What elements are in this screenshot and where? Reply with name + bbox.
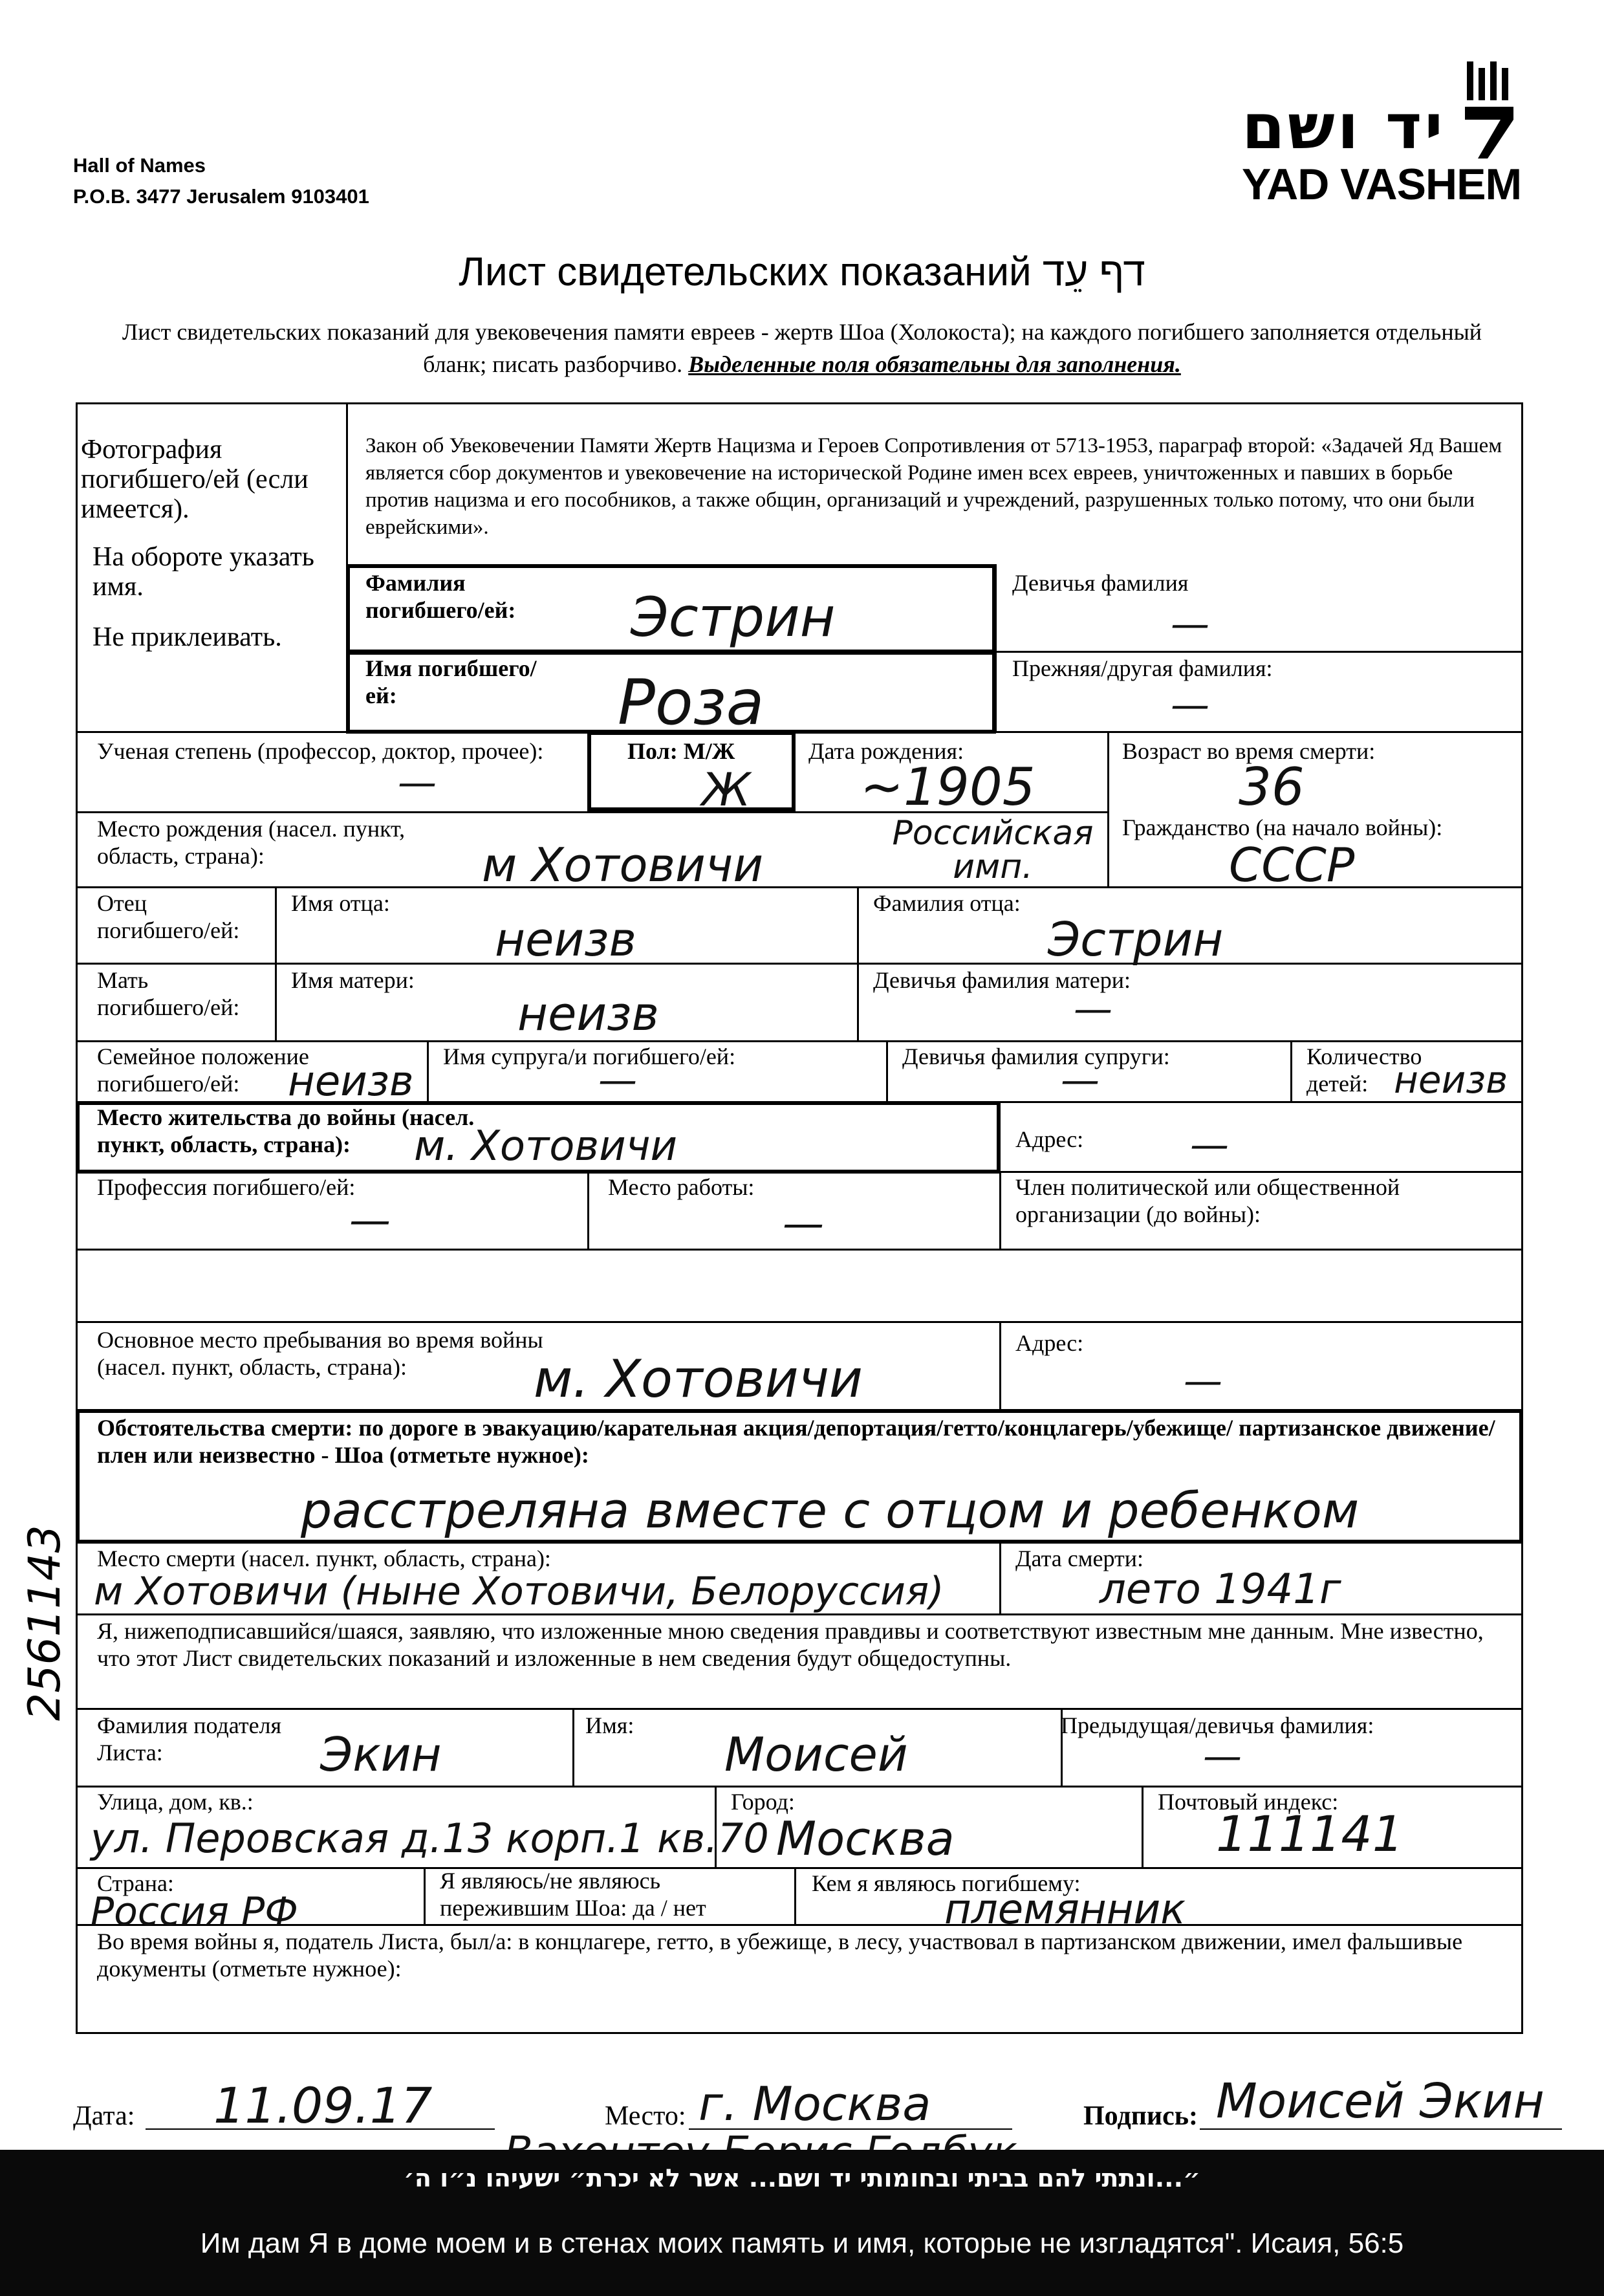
workplace-value[interactable]: — <box>783 1200 824 1248</box>
mother-name-label: Имя матери: <box>291 967 415 993</box>
spouse-maiden-value[interactable]: — <box>1061 1058 1100 1103</box>
death-place-value[interactable]: м Хотовичи (ныне Хотовичи, Белоруссия) <box>94 1569 944 1614</box>
wartime-address-value[interactable]: — <box>1184 1359 1222 1404</box>
children-label: Количество детей: <box>1306 1044 1422 1097</box>
marital-value[interactable]: неизв <box>288 1058 414 1106</box>
birthplace-label: Место рождения (насел. пункт, область, страна): <box>97 816 406 869</box>
first-name-value[interactable]: Роза <box>618 666 764 739</box>
logo-english: YAD VASHEM <box>1242 160 1522 209</box>
citizenship-label: Гражданство (на начало войны): <box>1122 815 1443 840</box>
degree-value[interactable]: — <box>398 760 437 805</box>
surname-value[interactable]: Эстрин <box>631 585 836 649</box>
relation-label: Кем я являюсь погибшему: <box>812 1870 1081 1896</box>
country-value[interactable]: Россия РФ <box>91 1889 298 1934</box>
city-label: Город: <box>731 1789 795 1815</box>
mother-maiden-label: Девичья фамилия матери: <box>873 967 1131 993</box>
maiden-label: Девичья фамилия <box>1012 570 1189 596</box>
birth-date-label: Дата рождения: <box>808 738 964 764</box>
wartime-submitter-label: Во время войны я, податель Листа, был/а: в концлагере, гетто, в убежище, в лесу, участвовал в партизанском движении, имел фальшивые документы (отметьте нужное): <box>97 1929 1463 1982</box>
death-date-value[interactable]: лето 1941г <box>1100 1566 1341 1613</box>
submitter-prev-label: Предыдущая/девичья фамилия: <box>1061 1712 1374 1738</box>
profession-value[interactable]: — <box>349 1197 391 1245</box>
intro-emphasis: Выделенные поля обязательны для заполнения. <box>688 351 1181 377</box>
wartime-address-label: Адрес: <box>1015 1330 1084 1356</box>
maiden-value[interactable]: — <box>1171 602 1209 647</box>
member-label: Член политической или общественной организации (до войны): <box>1015 1174 1400 1227</box>
logo-hebrew: יד ושם <box>1242 91 1446 163</box>
postcode-value[interactable]: 111141 <box>1216 1805 1404 1863</box>
father-name-value[interactable]: неизв <box>495 912 636 967</box>
country-label: Страна: <box>97 1870 174 1896</box>
circumstances-label: Обстоятельства смерти: по дороге в эвакуацию/карательная акция/депортация/гетто/концлагерь/убежище/ партизанское движение/плен или неизвестно - Шоа (отметьте нужное): <box>97 1415 1495 1468</box>
photo-note-noglue: Не приклеивать. <box>92 622 282 652</box>
footer-hebrew: ״...ונתתי להם בביתי ובחומותי יד ושם... אשר לא יכרת״ ישעיהו נ״ו ה׳ <box>403 2164 1201 2192</box>
birthplace-value[interactable]: м Хотовичи <box>482 838 764 892</box>
date-label: Дата: <box>73 2101 135 2131</box>
age-value[interactable]: 36 <box>1239 757 1305 817</box>
side-number: 2561143 <box>19 1525 70 1721</box>
submitter-surname-value[interactable]: Экин <box>320 1727 442 1782</box>
submitter-name-label: Имя: <box>585 1712 634 1738</box>
office-address <box>73 150 369 212</box>
death-place-label: Место смерти (насел. пункт, область, страна): <box>97 1546 551 1571</box>
spouse-name-label: Имя супруга/и погибшего/ей: <box>443 1044 736 1069</box>
degree-label: Ученая степень (профессор, доктор, прочее): <box>97 738 544 764</box>
spouse-name-value[interactable]: — <box>598 1058 637 1103</box>
page-title: Лист свидетельских показаний דף עֵד <box>459 250 1145 294</box>
prewar-address-label: Адрес: <box>1015 1126 1084 1152</box>
flame-logo-icon <box>1462 61 1517 159</box>
survivor-label: Я являюсь/не являюсь пережившим Шоа: да / нет <box>440 1868 706 1921</box>
signature-value[interactable]: Моисей Экин <box>1216 2073 1544 2129</box>
signature-label: Подпись: <box>1083 2101 1198 2131</box>
father-surname-value[interactable]: Эстрин <box>1048 912 1224 967</box>
footer-banner <box>0 2150 1604 2296</box>
declaration-text: Я, нижеподписавшийся/шаяся, заявляю, что изложенные мною сведения правдивы и соответствуют известным мне данным. Мне известно, что этот Лист свидетельских показаний и изложенные в нем сведения будут общедоступны. <box>97 1618 1484 1671</box>
photo-caption: Фотография погибшего/ей (если имеется). <box>81 435 309 524</box>
birthplace-country-value[interactable]: Российская имп. <box>892 814 1094 886</box>
po-box: P.O.B. 3477 Jerusalem 9103401 <box>73 185 369 208</box>
law-text: Закон об Увековечении Памяти Жертв Нацизма и Героев Сопротивления от 5713-1953, параграф второй: «Задачей Яд Вашем является сбор документов и увековечение на исторической Родине имен всех евреев, уничтоженных и павших в борьбе против нацизма и его пособников, а также общин, организаций и учреждений, разрушенных только потому, что они были еврейскими». <box>365 434 1502 539</box>
place-label: Место: <box>605 2101 686 2131</box>
photo-note-name: На обороте указать имя. <box>92 542 314 602</box>
citizenship-value[interactable]: СССР <box>1229 838 1355 892</box>
death-date-label: Дата смерти: <box>1015 1546 1144 1571</box>
street-value[interactable]: ул. Перовская д.13 корп.1 кв.70 <box>91 1815 769 1862</box>
mother-maiden-value[interactable]: — <box>1074 987 1112 1032</box>
wartime-place-label: Основное место пребывания во время войны (насел. пункт, область, страна): <box>97 1327 543 1380</box>
age-label: Возраст во время смерти: <box>1122 738 1376 764</box>
circumstances-value[interactable]: расстреляна вместе с отцом и ребенком <box>301 1481 1360 1539</box>
footer-russian: Им дам Я в доме моем и в стенах моих память и имя, которые не изгладятся". Исаия, 56:5 <box>200 2227 1404 2259</box>
wartime-place-value[interactable]: м. Хотовичи <box>534 1349 863 1409</box>
gender-value[interactable]: Ж <box>702 763 751 816</box>
relation-value[interactable]: племянник <box>944 1886 1186 1934</box>
father-label: Отец погибшего/ей: <box>97 890 240 943</box>
postcode-label: Почтовый индекс: <box>1158 1789 1339 1815</box>
submitter-surname-label: Фамилия подателя Листа: <box>97 1712 282 1766</box>
place-value[interactable]: г. Москва <box>699 2077 931 2131</box>
workplace-label: Место работы: <box>608 1174 755 1200</box>
surname-label: Фамилия погибшего/ей: <box>365 570 516 623</box>
prewar-residence-label: Место жительства до войны (насел. пункт, область, страна): <box>97 1104 475 1157</box>
office-name: Hall of Names <box>73 154 206 177</box>
date-value[interactable]: 11.09.17 <box>213 2077 433 2134</box>
father-surname-label: Фамилия отца: <box>873 890 1021 916</box>
street-label: Улица, дом, кв.: <box>97 1789 254 1815</box>
birth-date-value[interactable]: ~1905 <box>860 757 1035 817</box>
prewar-address-value[interactable]: — <box>1190 1122 1229 1168</box>
spouse-maiden-label: Девичья фамилия супруги: <box>902 1044 1170 1069</box>
city-value[interactable]: Москва <box>776 1811 955 1866</box>
father-name-label: Имя отца: <box>291 890 390 916</box>
prev-surname-value[interactable]: — <box>1171 683 1209 728</box>
prewar-residence-value[interactable]: м. Хотовичи <box>414 1122 678 1170</box>
children-value[interactable]: неизв <box>1394 1058 1508 1102</box>
mother-name-value[interactable]: неизв <box>517 987 659 1041</box>
submitter-prev-value[interactable]: — <box>1203 1734 1242 1779</box>
gender-label: Пол: М/Ж <box>627 738 735 764</box>
marital-label: Семейное положение погибшего/ей: <box>97 1044 309 1097</box>
intro-text <box>103 316 1501 380</box>
intro-body: Лист свидетельских показаний для увековечения памяти евреев - жертв Шоа (Холокоста); на каждого погибшего заполняется отдельный бланк; писать разборчиво. <box>122 319 1482 377</box>
prev-surname-label: Прежняя/другая фамилия: <box>1012 655 1273 681</box>
first-name-label: Имя погибшего/ей: <box>365 655 537 708</box>
profession-label: Профессия погибшего/ей: <box>97 1174 356 1200</box>
mother-label: Мать погибшего/ей: <box>97 967 240 1020</box>
submitter-name-value[interactable]: Моисей <box>724 1727 908 1782</box>
